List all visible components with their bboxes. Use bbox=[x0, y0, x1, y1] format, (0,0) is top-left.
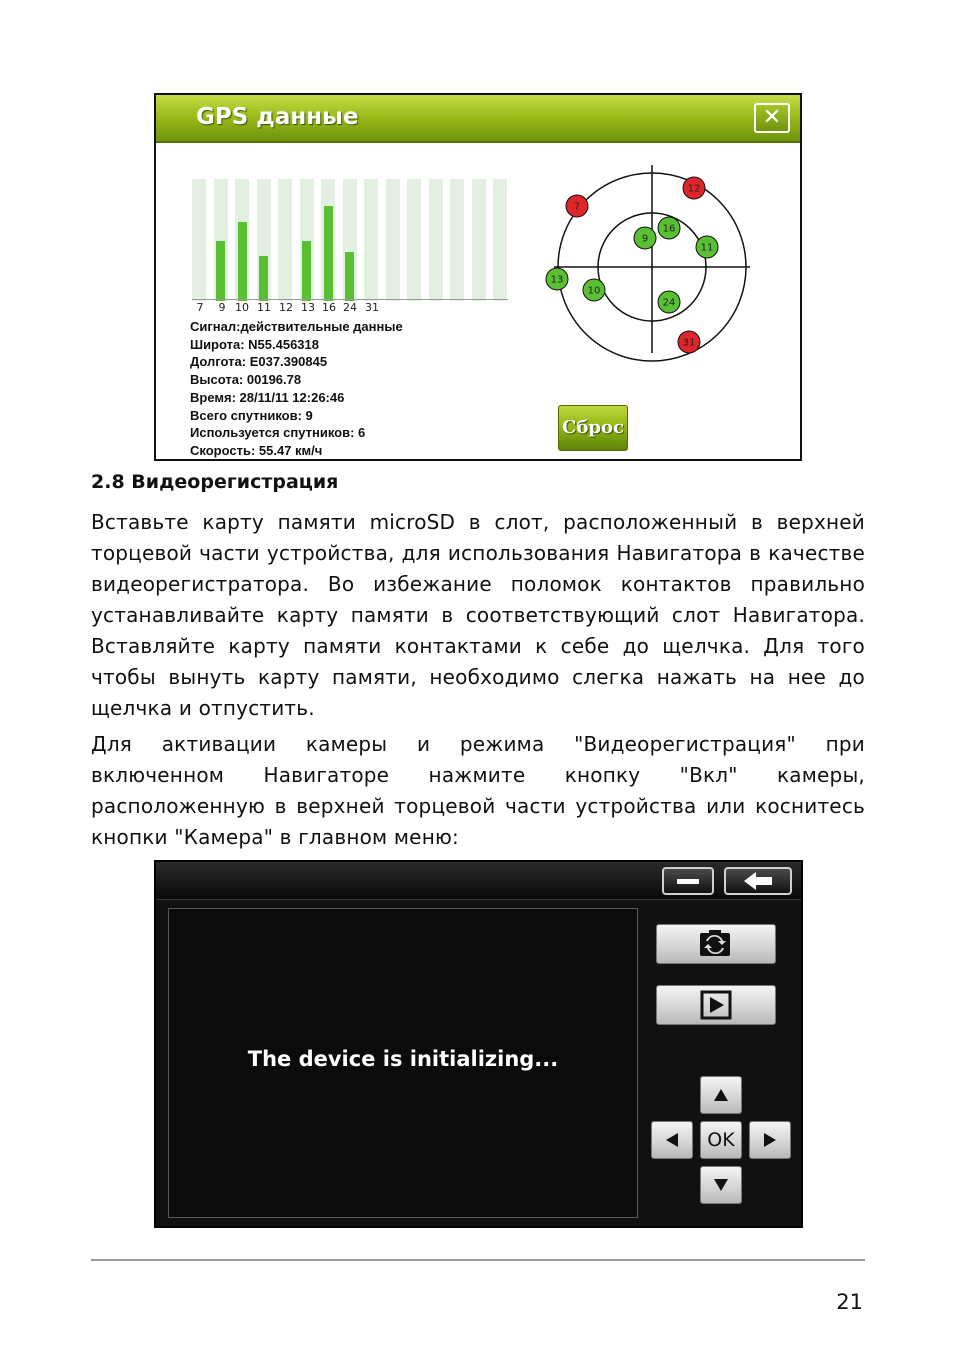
nav-left-button[interactable] bbox=[651, 1121, 693, 1159]
satellite-id-label: 9 bbox=[218, 301, 226, 314]
longitude: Долгота: E037.390845 bbox=[190, 354, 328, 370]
signal-bar bbox=[259, 256, 268, 301]
signal-bar-chart bbox=[192, 179, 508, 301]
signal-bar bbox=[324, 206, 333, 301]
camera-screen bbox=[154, 860, 803, 1228]
satellite-id-label: 10 bbox=[235, 301, 249, 314]
satellite-marker-label: 7 bbox=[573, 201, 581, 213]
satellite-marker-label: 10 bbox=[587, 285, 601, 297]
arrow-right-icon bbox=[750, 1122, 790, 1158]
signal-bar-background bbox=[192, 179, 206, 301]
satellite-marker-label: 12 bbox=[687, 183, 701, 195]
gps-info-block bbox=[190, 318, 403, 460]
nav-down-button[interactable] bbox=[700, 1166, 742, 1204]
latitude: Широта: N55.456318 bbox=[190, 336, 319, 352]
reset-button[interactable] bbox=[558, 405, 628, 451]
minimize-button[interactable] bbox=[662, 867, 714, 895]
footer-rule bbox=[91, 1259, 865, 1261]
camera-switch-icon bbox=[657, 925, 775, 963]
satellite-sky-plot bbox=[552, 163, 752, 353]
play-icon bbox=[657, 986, 775, 1024]
section-heading: 2.8 Видеорегистрация bbox=[91, 471, 339, 493]
time: Время: 28/11/11 12:26:46 bbox=[190, 389, 345, 405]
signal-bar bbox=[345, 252, 354, 301]
satellite-marker-label: 11 bbox=[700, 242, 714, 254]
satellite-id-label: 24 bbox=[343, 301, 357, 314]
gps-title: GPS данные bbox=[196, 104, 359, 130]
satellite-id-label: 12 bbox=[279, 301, 293, 314]
signal-bar-background bbox=[493, 179, 507, 301]
satellite-marker-label: 16 bbox=[662, 223, 676, 235]
play-button[interactable] bbox=[656, 985, 776, 1025]
signal-bar bbox=[302, 241, 311, 301]
total-satellites: Всего спутников: 9 bbox=[190, 407, 313, 423]
paragraph-1: Вставьте карту памяти microSD в слот, расположенный в верхней торцевой части устройства, для использования Навигатора в качестве видеорегистратора. Во избежание поломок контактов правильно устанавливайте карту памяти в соответствующий слот Навигатора. Вставляйте карту памяти контактами к себе до щелчка. Для того чтобы вынуть карту памяти, необходимо слегка нажать на нее до щелчка и отпустить. bbox=[91, 510, 865, 720]
bar-chart-baseline bbox=[192, 299, 508, 300]
signal-bar-background bbox=[472, 179, 486, 301]
nav-ok-button[interactable] bbox=[700, 1121, 742, 1159]
signal-bar-background bbox=[278, 179, 292, 301]
ok-label: OK bbox=[707, 1129, 735, 1151]
satellite-id-label: 7 bbox=[196, 301, 204, 314]
satellite-id-label: 31 bbox=[365, 301, 379, 314]
initializing-message: The device is initializing... bbox=[247, 1047, 559, 1071]
close-icon: ✕ bbox=[762, 105, 782, 130]
signal-status: Сигнал:действительные данные bbox=[190, 319, 403, 334]
reset-label: Сброс bbox=[562, 417, 624, 438]
arrow-down-icon bbox=[701, 1167, 741, 1203]
camera-preview bbox=[168, 908, 638, 1218]
signal-bar-background bbox=[364, 179, 378, 301]
speed: Скорость: 55.47 км/ч bbox=[190, 442, 323, 458]
gps-data-window bbox=[154, 93, 802, 461]
satellite-id-label: 16 bbox=[322, 301, 336, 314]
back-button[interactable] bbox=[724, 867, 792, 895]
signal-bar-background bbox=[386, 179, 400, 301]
page-number: 21 bbox=[836, 1290, 863, 1314]
satellite-marker-label: 24 bbox=[662, 297, 676, 309]
paragraph-2: Для активации камеры и режима "Видеорегистрация" при включенном Навигаторе нажмите кнопку "Вкл" камеры, расположенную в верхней торцевой части устройства или коснитесь кнопки "Камера" в главном меню: bbox=[91, 732, 865, 849]
arrow-left-icon bbox=[652, 1122, 692, 1158]
satellite-id-label: 11 bbox=[257, 301, 271, 314]
signal-bar bbox=[238, 222, 247, 301]
altitude: Высота: 00196.78 bbox=[190, 372, 302, 388]
satellite-marker-label: 31 bbox=[682, 337, 696, 349]
used-satellites: Используется спутников: 6 bbox=[190, 425, 366, 441]
satellite-marker-label: 9 bbox=[641, 233, 649, 245]
nav-up-button[interactable] bbox=[700, 1076, 742, 1114]
back-arrow-icon bbox=[726, 869, 790, 893]
arrow-up-icon bbox=[701, 1077, 741, 1113]
signal-bar-background bbox=[450, 179, 464, 301]
switch-camera-button[interactable] bbox=[656, 924, 776, 964]
gps-title-bar bbox=[156, 95, 800, 143]
signal-bar bbox=[216, 241, 225, 301]
nav-right-button[interactable] bbox=[749, 1121, 791, 1159]
signal-bar-background bbox=[407, 179, 421, 301]
close-button[interactable] bbox=[754, 103, 790, 133]
satellite-id-label: 13 bbox=[301, 301, 315, 314]
camera-top-bar bbox=[156, 862, 801, 900]
satellite-marker-label: 13 bbox=[550, 274, 564, 286]
signal-bar-background bbox=[429, 179, 443, 301]
